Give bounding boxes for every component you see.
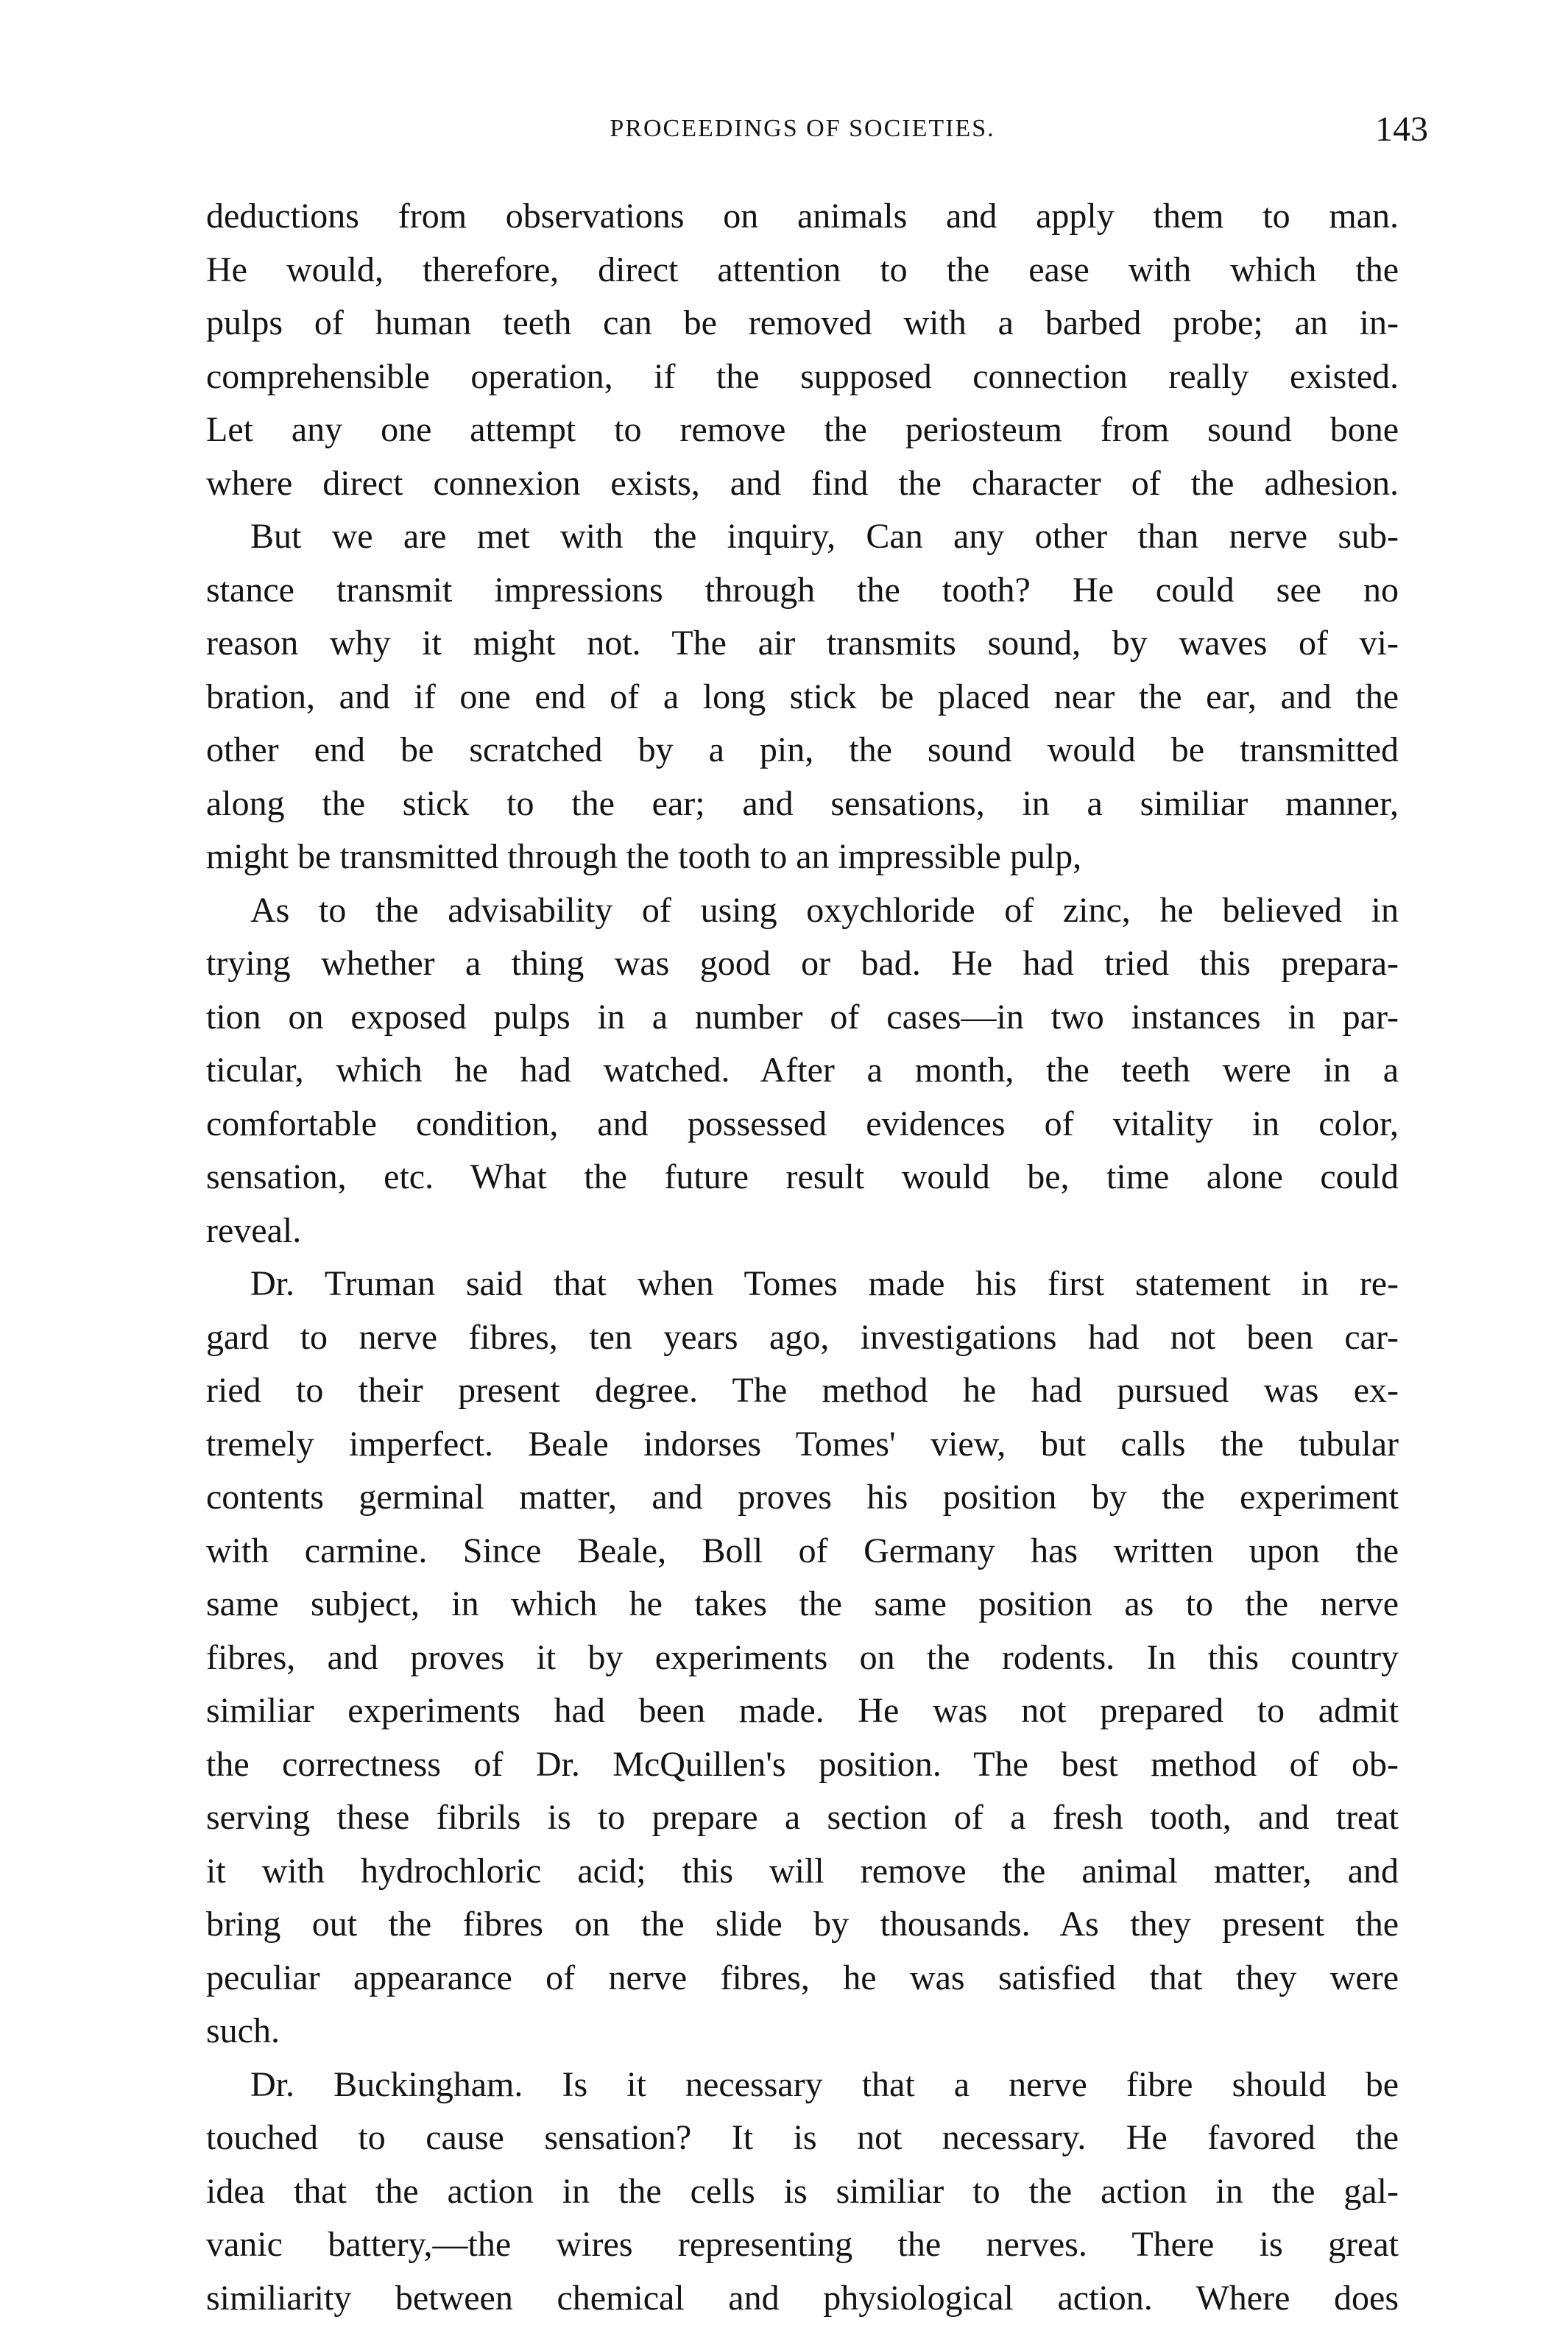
text-line: bration, and if one end of a long stick be placed near the ear, and the [206,671,1399,724]
text-line: deductions from observations on animals and apply them to man. [206,190,1399,244]
paragraph [206,884,1399,1258]
text-line: sensation, etc. What the future result would be, time alone could [206,1151,1399,1204]
text-line: As to the advisability of using oxychloride of zinc, he believed in [206,884,1399,938]
text-line: tremely imperfect. Beale indorses Tomes' view, but calls the tubular [206,1418,1399,1472]
page-number: 143 [1375,109,1428,149]
text-line: peculiar appearance of nerve fibres, he was satisfied that they were [206,1952,1399,2005]
paragraph [206,190,1399,510]
text-line: the correctness of Dr. McQuillen's position. The best method of ob- [206,1738,1399,1792]
paragraph [206,1257,1399,2058]
text-line: touched to cause sensation? It is not necessary. He favored the [206,2111,1399,2165]
text-line: Dr. Buckingham. Is it necessary that a nerve fibre should be [206,2058,1399,2112]
text-line: similiar experiments had been made. He was not prepared to admit [206,1684,1399,1738]
text-line: vanic battery,—the wires representing the nerves. There is great [206,2218,1399,2272]
text-line: comprehensible operation, if the supposed connection really existed. [206,350,1399,404]
text-line: might be transmitted through the tooth to an impressible pulp, [206,830,1399,884]
text-line: Dr. Truman said that when Tomes made his first statement in re- [206,1257,1399,1311]
text-line: where direct connexion exists, and find the character of the adhesion. [206,457,1399,511]
text-line: He would, therefore, direct attention to the ease with which the [206,244,1399,297]
running-title: PROCEEDINGS OF SOCIETIES. [206,115,1399,143]
text-line: with carmine. Since Beale, Boll of Germany has written upon the [206,1525,1399,1578]
text-line: it with hydrochloric acid; this will remove the animal matter, and [206,1845,1399,1899]
text-line: ried to their present degree. The method he had pursued was ex- [206,1364,1399,1418]
text-line: contents germinal matter, and proves his position by the experiment [206,1471,1399,1525]
text-line: comfortable condition, and possessed evidences of vitality in color, [206,1098,1399,1151]
running-head [206,109,1399,153]
text-line: stance transmit impressions through the tooth? He could see no [206,564,1399,618]
text-line: along the stick to the ear; and sensations, in a similiar manner, [206,777,1399,831]
text-line: reveal. [206,1204,1399,1258]
text-line: same subject, in which he takes the same position as to the nerve [206,1578,1399,1631]
text-line: reason why it might not. The air transmits sound, by waves of vi- [206,617,1399,671]
text-line: Let any one attempt to remove the periosteum from sound bone [206,403,1399,457]
text-line: fibres, and proves it by experiments on the rodents. In this country [206,1631,1399,1685]
text-line: gard to nerve fibres, ten years ago, investigations had not been car- [206,1311,1399,1365]
text-line: pulps of human teeth can be removed with a barbed probe; an in- [206,297,1399,350]
text-line: But we are met with the inquiry, Can any other than nerve sub- [206,510,1399,564]
body-text [206,190,1399,2325]
text-line: bring out the fibres on the slide by thousands. As they present the [206,1898,1399,1952]
text-line: such. [206,2005,1399,2058]
paragraph [206,2058,1399,2325]
text-line: tion on exposed pulps in a number of cases—in two instances in par- [206,991,1399,1045]
text-line: idea that the action in the cells is similiar to the action in the gal- [206,2165,1399,2219]
text-line: serving these fibrils is to prepare a section of a fresh tooth, and treat [206,1791,1399,1845]
text-line: other end be scratched by a pin, the sound would be transmitted [206,724,1399,777]
text-line: ticular, which he had watched. After a month, the teeth were in a [206,1044,1399,1098]
paragraph [206,510,1399,884]
text-line: trying whether a thing was good or bad. He had tried this prepara- [206,937,1399,991]
text-line: similiarity between chemical and physiological action. Where does [206,2272,1399,2325]
